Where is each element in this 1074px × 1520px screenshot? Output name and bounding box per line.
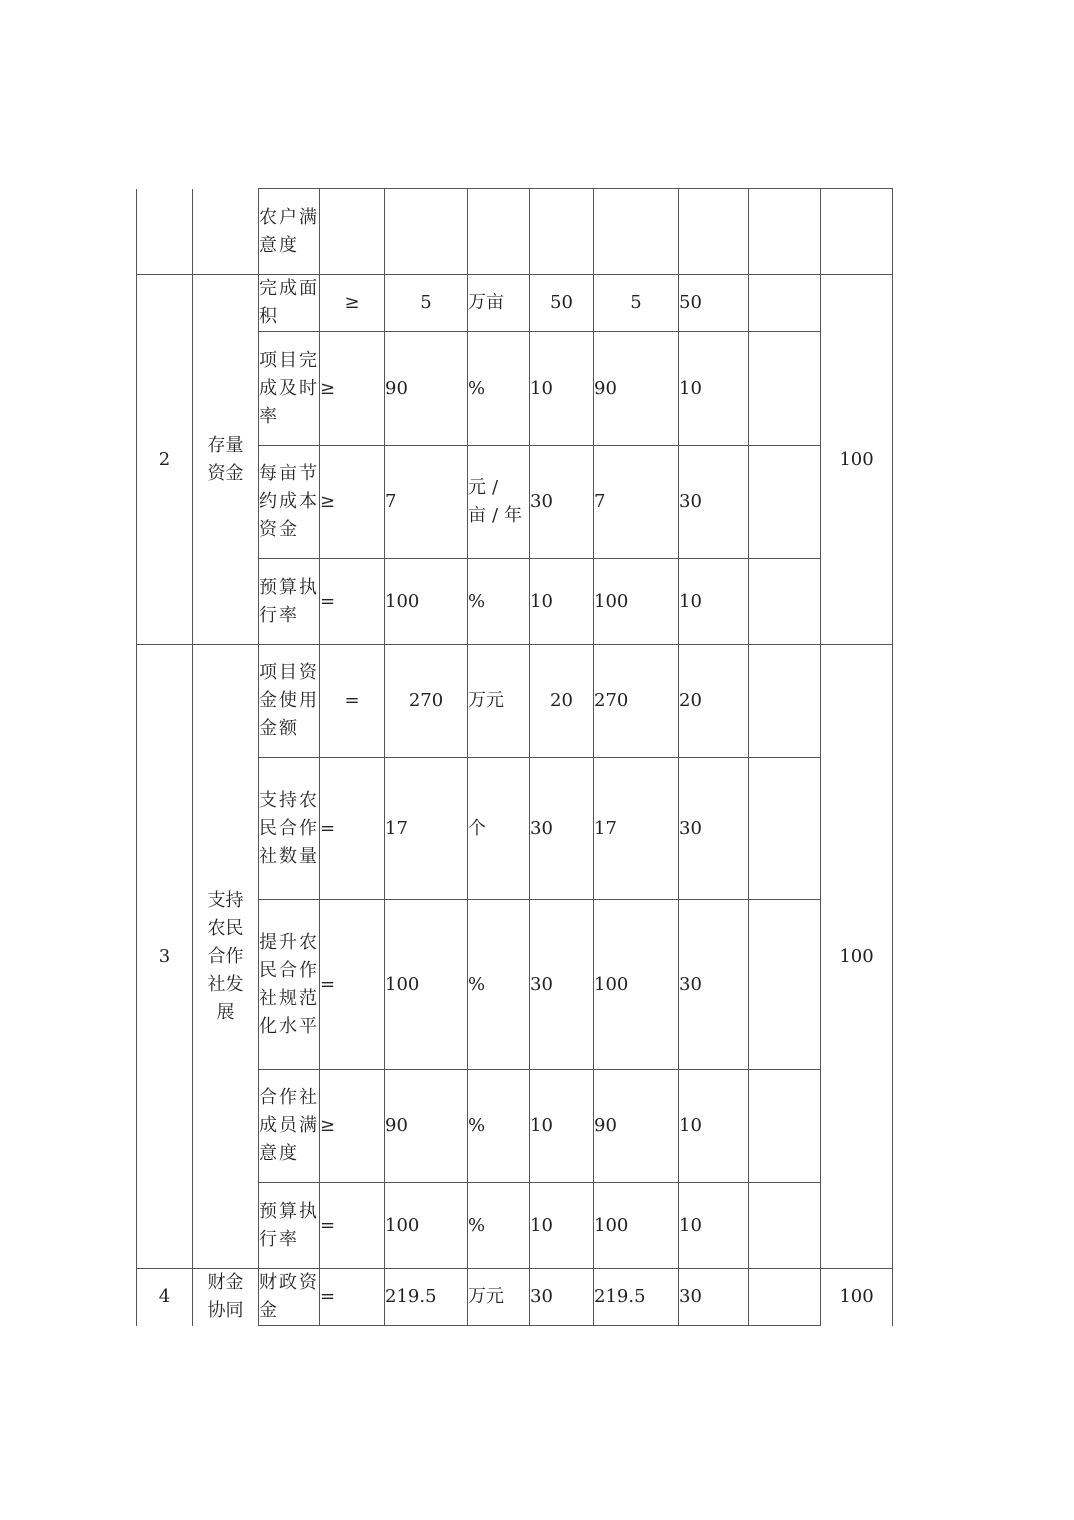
operator: ≥ (320, 446, 385, 559)
table-row (137, 189, 893, 275)
unit (468, 189, 530, 275)
weight: 30 (530, 900, 594, 1070)
weight: 30 (530, 1269, 594, 1326)
table-row (137, 275, 893, 332)
actual-value (594, 189, 679, 275)
weight (530, 189, 594, 275)
indicator: 预算执行率 (259, 1183, 320, 1269)
weight: 10 (530, 332, 594, 446)
operator: = (320, 758, 385, 900)
indicator: 项目资金使用金额 (259, 645, 320, 758)
unit: % (468, 332, 530, 446)
row-number: 4 (137, 1269, 193, 1326)
total: 100 (821, 275, 893, 645)
total (821, 189, 893, 275)
note (749, 446, 821, 559)
category: 存量资金 (193, 275, 259, 645)
category: 财金协同 (193, 1269, 259, 1326)
indicator: 完成面积 (259, 275, 320, 332)
indicator: 财政资金 (259, 1269, 320, 1326)
note (749, 758, 821, 900)
row-number (137, 189, 193, 275)
unit: 万亩 (468, 275, 530, 332)
indicator: 预算执行率 (259, 559, 320, 645)
table-row (137, 1269, 893, 1326)
actual-value: 100 (594, 900, 679, 1070)
note (749, 1070, 821, 1183)
unit: 元/亩/年 (468, 446, 530, 559)
operator: = (320, 645, 385, 758)
actual-value: 100 (594, 559, 679, 645)
target-value (385, 189, 468, 275)
actual-value: 7 (594, 446, 679, 559)
actual-value: 90 (594, 332, 679, 446)
note (749, 332, 821, 446)
operator: = (320, 1269, 385, 1326)
note (749, 645, 821, 758)
score: 10 (679, 1183, 749, 1269)
operator: = (320, 900, 385, 1070)
target-value: 270 (385, 645, 468, 758)
target-value: 90 (385, 332, 468, 446)
note (749, 275, 821, 332)
category: 支持农民合作社发展 (193, 645, 259, 1269)
score: 50 (679, 275, 749, 332)
target-value: 17 (385, 758, 468, 900)
actual-value: 219.5 (594, 1269, 679, 1326)
unit: % (468, 559, 530, 645)
target-value: 100 (385, 1183, 468, 1269)
score: 30 (679, 758, 749, 900)
unit: % (468, 1183, 530, 1269)
table-row (137, 645, 893, 758)
note (749, 559, 821, 645)
target-value: 100 (385, 900, 468, 1070)
unit: 万元 (468, 645, 530, 758)
score: 30 (679, 446, 749, 559)
target-value: 219.5 (385, 1269, 468, 1326)
category (193, 189, 259, 275)
indicator: 支持农民合作社数量 (259, 758, 320, 900)
weight: 10 (530, 559, 594, 645)
weight: 10 (530, 1183, 594, 1269)
performance-table (136, 188, 893, 1326)
target-value: 5 (385, 275, 468, 332)
target-value: 100 (385, 559, 468, 645)
indicator: 每亩节约成本资金 (259, 446, 320, 559)
unit: % (468, 1070, 530, 1183)
total: 100 (821, 645, 893, 1269)
note (749, 1269, 821, 1326)
operator: ≥ (320, 1070, 385, 1183)
actual-value: 5 (594, 275, 679, 332)
operator: = (320, 1183, 385, 1269)
score: 30 (679, 1269, 749, 1326)
unit: 万元 (468, 1269, 530, 1326)
indicator: 农户满意度 (259, 189, 320, 275)
actual-value: 100 (594, 1183, 679, 1269)
weight: 50 (530, 275, 594, 332)
target-value: 90 (385, 1070, 468, 1183)
score (679, 189, 749, 275)
score: 10 (679, 332, 749, 446)
indicator: 项目完成及时率 (259, 332, 320, 446)
indicator: 合作社成员满意度 (259, 1070, 320, 1183)
actual-value: 90 (594, 1070, 679, 1183)
operator: = (320, 559, 385, 645)
note (749, 1183, 821, 1269)
weight: 10 (530, 1070, 594, 1183)
actual-value: 17 (594, 758, 679, 900)
score: 30 (679, 900, 749, 1070)
target-value: 7 (385, 446, 468, 559)
indicator: 提升农民合作社规范化水平 (259, 900, 320, 1070)
operator: ≥ (320, 332, 385, 446)
operator: ≥ (320, 275, 385, 332)
score: 10 (679, 559, 749, 645)
note (749, 189, 821, 275)
unit: % (468, 900, 530, 1070)
total: 100 (821, 1269, 893, 1326)
row-number: 2 (137, 275, 193, 645)
score: 20 (679, 645, 749, 758)
weight: 20 (530, 645, 594, 758)
note (749, 900, 821, 1070)
score: 10 (679, 1070, 749, 1183)
weight: 30 (530, 758, 594, 900)
weight: 30 (530, 446, 594, 559)
row-number: 3 (137, 645, 193, 1269)
unit: 个 (468, 758, 530, 900)
actual-value: 270 (594, 645, 679, 758)
operator (320, 189, 385, 275)
